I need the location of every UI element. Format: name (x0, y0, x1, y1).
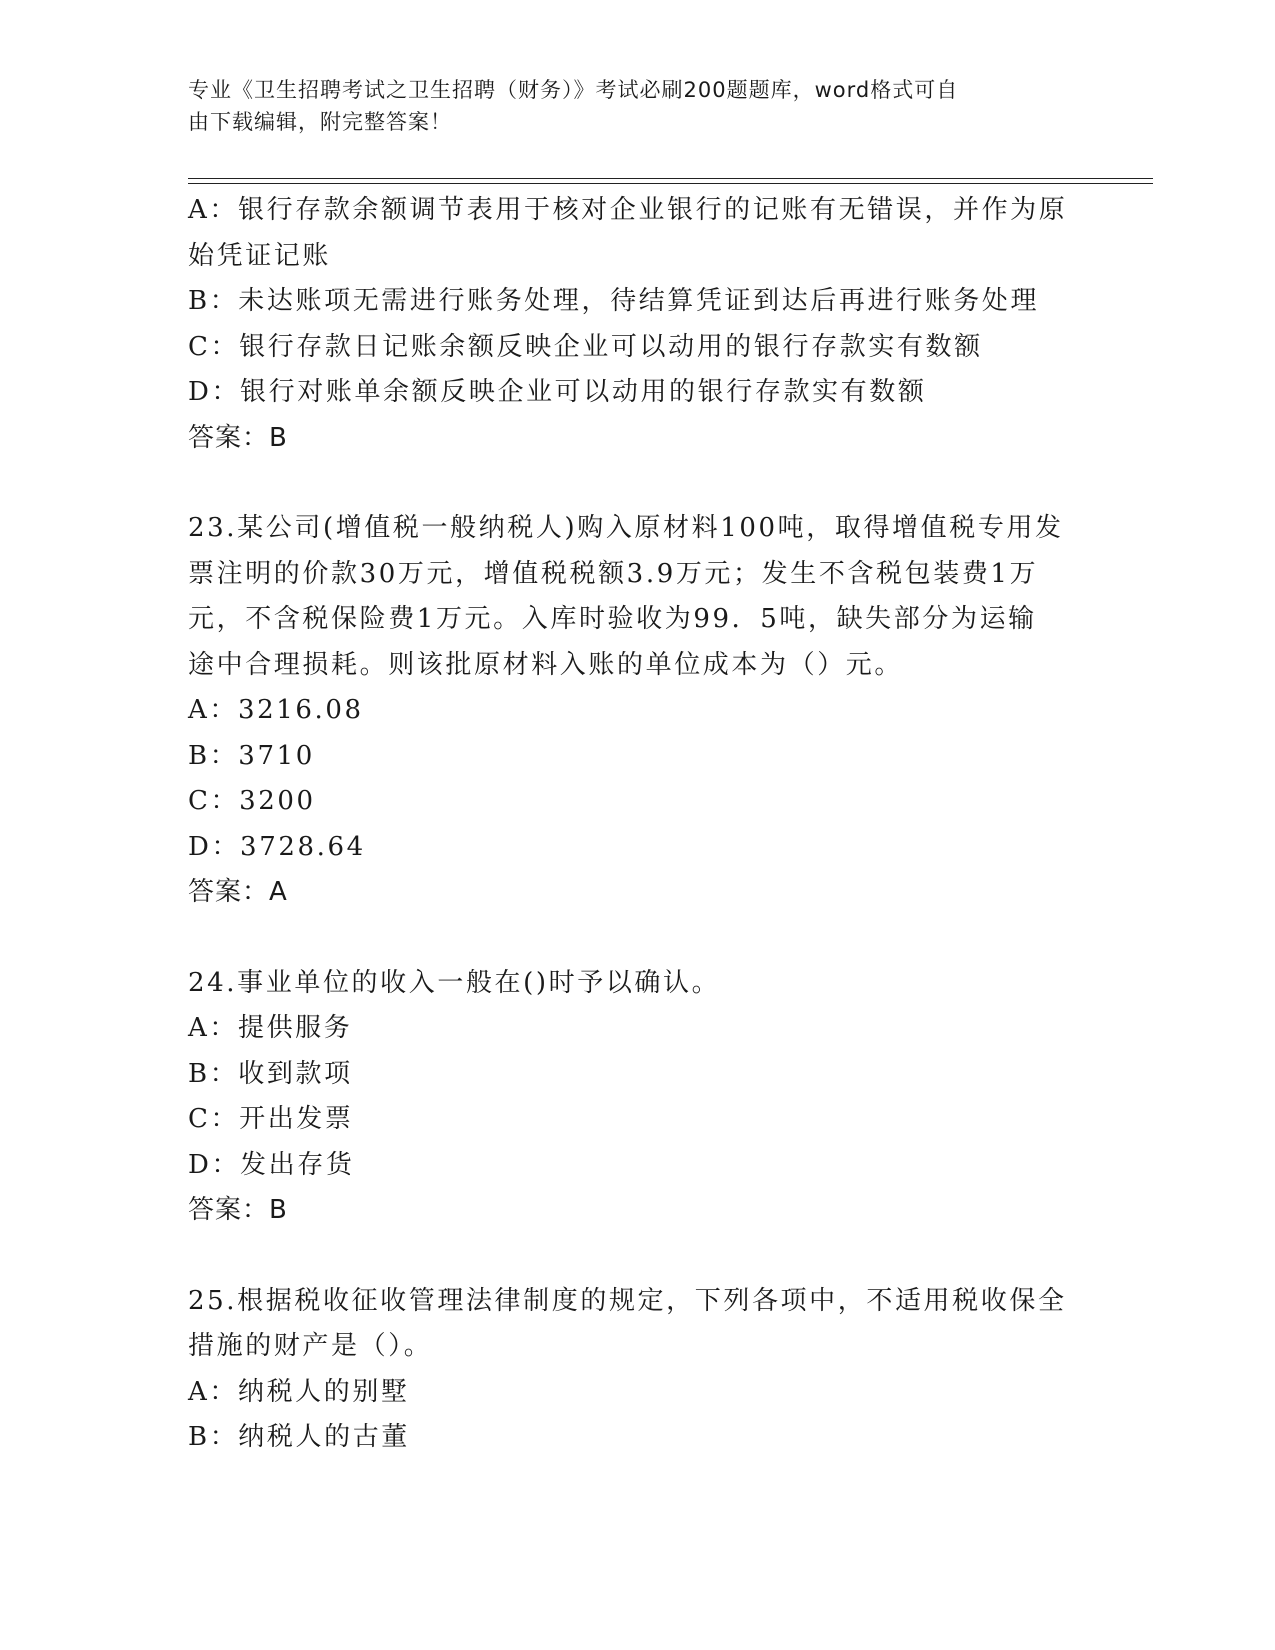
header-line-2: 由下载编辑，附完整答案！ (188, 110, 452, 134)
option-c: C：开出发票 (188, 1104, 354, 1134)
question-stem: 23.某公司(增值税一般纳税人)购入原材料100吨，取得增值税专用发 (188, 513, 1064, 543)
question-stem: 票注明的价款30万元，增值税税额3.9万元；发生不含税包装费1万 (188, 558, 1039, 589)
option-d: D：银行对账单余额反映企业可以动用的银行存款实有数额 (188, 377, 927, 407)
option-c: C：3200 (188, 786, 316, 816)
question-stem: 25.根据税收征收管理法律制度的规定，下列各项中，不适用税收保全 (188, 1285, 1067, 1316)
question-25 (188, 1279, 1088, 1461)
question-stem: 元，不含税保险费1万元。入库时验收为99．5吨，缺失部分为运输 (188, 604, 1037, 634)
option-b: B：纳税人的古董 (188, 1422, 410, 1452)
option-b: B：未达账项无需进行账务处理，待结算凭证到达后再进行账务处理 (188, 286, 1040, 316)
question-24 (188, 961, 1088, 1234)
answer: 答案：B (188, 422, 288, 453)
option-a: A：提供服务 (188, 1013, 353, 1043)
option-b: B：3710 (188, 740, 315, 771)
header-divider-bottom (188, 183, 1153, 184)
answer: 答案：A (188, 877, 288, 907)
option-c: C：银行存款日记账余额反映企业可以动用的银行存款实有数额 (188, 331, 983, 362)
option-a-continued: 始凭证记账 (188, 240, 332, 271)
question-list (188, 188, 1088, 1461)
document-header (188, 74, 1068, 138)
option-a: A：银行存款余额调节表用于核对企业银行的记账有无错误，并作为原 (188, 195, 1068, 225)
question-22 (188, 188, 1088, 461)
header-divider-top (188, 178, 1153, 179)
option-b: B：收到款项 (188, 1058, 353, 1089)
option-d: D：发出存货 (188, 1149, 355, 1180)
question-stem: 24.事业单位的收入一般在()时予以确认。 (188, 967, 721, 998)
question-23 (188, 506, 1088, 916)
option-a: A：3216.08 (188, 695, 364, 725)
option-d: D：3728.64 (188, 831, 366, 862)
option-a: A：纳税人的别墅 (188, 1376, 410, 1407)
question-stem: 措施的财产是（）。 (188, 1331, 433, 1361)
header-line-1: 专业《卫生招聘考试之卫生招聘（财务）》考试必刷200题题库，word格式可自 (188, 78, 959, 102)
question-stem: 途中合理损耗。则该批原材料入账的单位成本为（）元。 (188, 649, 904, 680)
answer: 答案：B (188, 1195, 288, 1225)
